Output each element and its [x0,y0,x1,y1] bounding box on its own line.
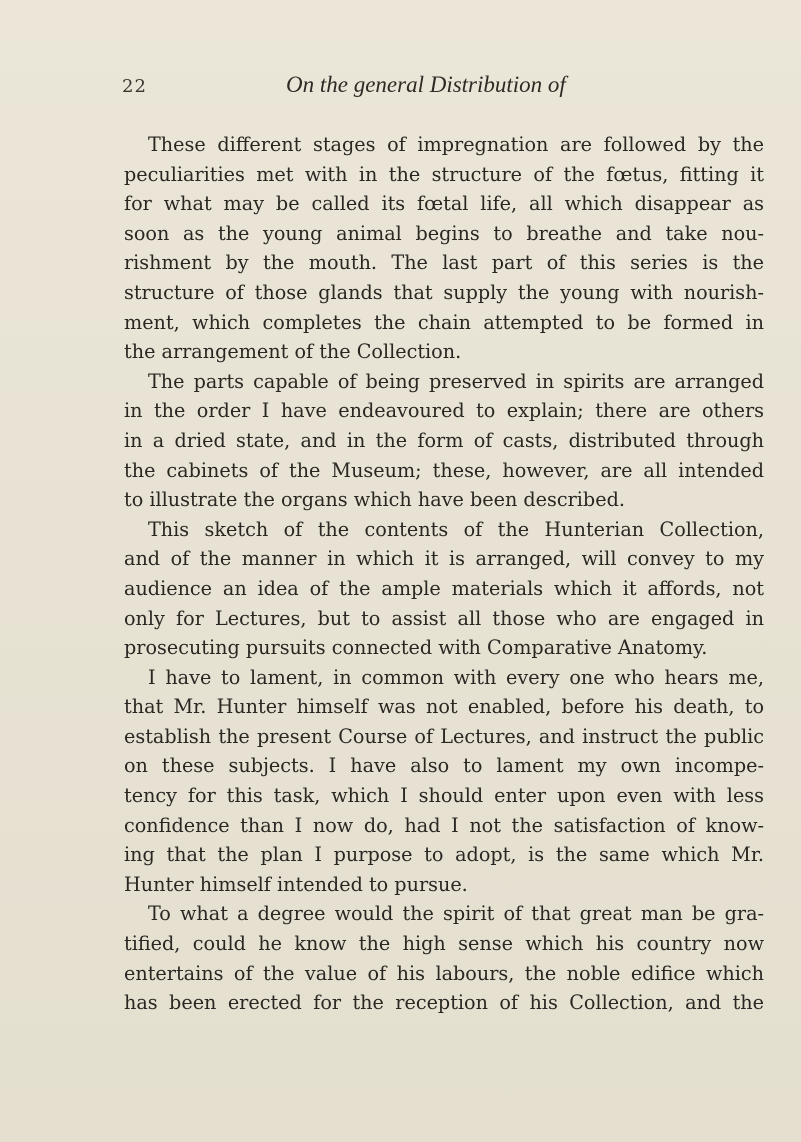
text-line: the cabinets of the Museum; these, however, are all intended [124,458,764,482]
text-line: that Mr. Hunter himself was not enabled, before his death, to [124,695,764,719]
text-line: in the order I have endeavoured to explain; there are others [124,399,764,423]
text-line: for what may be called its fœtal life, all which disappear as [124,192,764,216]
text-line: This sketch of the contents of the Hunterian Collection, [148,517,764,541]
text-line: tified, could he know the high sense which his country now [124,932,764,956]
text-line: These different stages of impregnation are followed by the [148,133,764,156]
text-line: prosecuting pursuits connected with Comparative Anatomy. [124,636,708,660]
text-line: ing that the plan I purpose to adopt, is the same which Mr. [124,843,764,867]
text-line: audience an idea of the ample materials which it affords, not [124,576,764,600]
text-line: To what a degree would the spirit of that great man be gra- [148,902,764,926]
text-line: the arrangement of the Collection. [124,340,462,364]
text-line: tency for this task, which I should enter upon even with less [124,784,764,808]
running-title: On the general Distribution of [286,72,566,97]
text-line: The parts capable of being preserved in spirits are arranged [148,369,764,393]
text-line: in a dried state, and in the form of casts, distributed through [124,428,764,452]
text-line: peculiarities met with in the structure of the fœtus, fitting it [124,162,764,186]
text-line: rishment by the mouth. The last part of this series is the [124,251,764,275]
text-line: to illustrate the organs which have been described. [124,488,625,512]
text-line: entertains of the value of his labours, the noble edifice which [124,961,764,985]
running-head [122,72,762,112]
text-line: ment, which completes the chain attempted to be formed in [124,310,764,334]
page-number: 22 [122,76,147,97]
text-line: on these subjects. I have also to lament my own incompe- [124,754,764,778]
text-line: soon as the young animal begins to breathe and take nou- [124,221,764,245]
text-line: establish the present Course of Lectures, and instruct the public [124,724,764,748]
body-text [124,130,764,1018]
text-line: has been erected for the reception of his Collection, and the [124,991,764,1015]
text-line: Hunter himself intended to pursue. [124,872,468,896]
text-line: only for Lectures, but to assist all those who are engaged in [124,606,764,630]
text-line: structure of those glands that supply the young with nourish- [124,280,764,304]
text-line: I have to lament, in common with every one who hears me, [148,665,764,689]
text-line: confidence than I now do, had I not the satisfaction of know- [124,813,764,837]
text-line: and of the manner in which it is arranged, will convey to my [124,547,764,571]
